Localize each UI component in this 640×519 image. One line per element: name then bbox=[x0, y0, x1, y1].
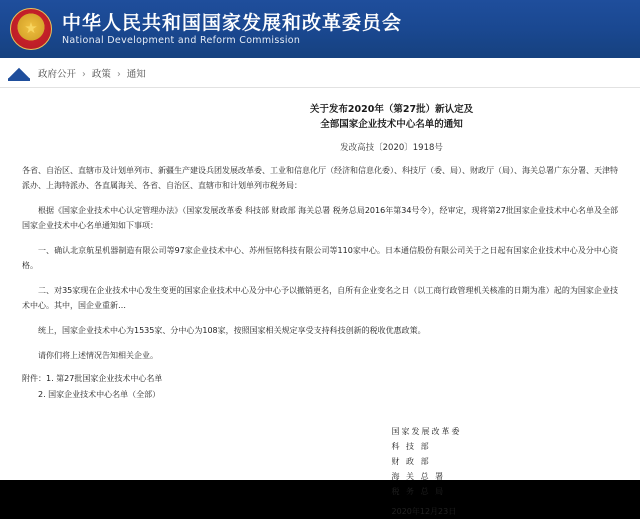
attachments-label: 附件： bbox=[22, 374, 46, 383]
breadcrumb-item-0[interactable]: 政府公开 bbox=[38, 68, 77, 80]
document-paragraph-1: 根据《国家企业技术中心认定管理办法》（国家发展改革委 科技部 财政部 海关总署 税务总局2016年第34号令），经审定，现将第27批国家企业技术中心名单及全部国家企业技术中心名单通知如下事项： bbox=[22, 206, 618, 230]
breadcrumb bbox=[38, 66, 146, 80]
attachment-list bbox=[22, 371, 618, 402]
document-paragraph-5: 请你们将上述情况告知相关企业。 bbox=[38, 351, 158, 360]
home-icon[interactable] bbox=[6, 63, 32, 83]
signature-block bbox=[22, 424, 618, 519]
signer-1: 科 技 部 bbox=[391, 442, 431, 451]
signature-date: 2020年12月23日 bbox=[391, 507, 457, 516]
document-number: 发改高技〔2020〕1918号 bbox=[340, 143, 443, 153]
document-title-line-1: 关于发布2020年（第27批）新认定及 bbox=[309, 104, 474, 115]
breadcrumb-item-1[interactable]: 政策 bbox=[91, 68, 111, 80]
attachment-item-2[interactable]: 2. 国家企业技术中心名单（全部） bbox=[38, 390, 161, 399]
document-recipients: 各省、自治区、直辖市及计划单列市、新疆生产建设兵团发展改革委、工业和信息化厅（经济和信息化委）、科技厅（委、局）、财政厅（局）、海关总署广东分署、天津特派办、上海特派办、各直属海关、各省、自治区、直辖市和计划单列市税务局： bbox=[22, 166, 618, 190]
breadcrumb-item-2[interactable]: 通知 bbox=[126, 68, 146, 80]
document-paragraph-4: 统上，国家企业技术中心为1535家、分中心为108家，按照国家相关规定享受支持科技创新的税收优惠政策。 bbox=[38, 326, 426, 335]
signer-2: 财 政 部 bbox=[391, 457, 431, 466]
breadcrumb-separator-1: › bbox=[116, 68, 121, 80]
site-title-block bbox=[62, 12, 402, 47]
signer-4: 税 务 总 局 bbox=[391, 487, 446, 496]
attachment-item-1 bbox=[22, 371, 618, 386]
breadcrumb-bar bbox=[0, 58, 640, 88]
site-title-en: National Development and Reform Commission bbox=[62, 34, 301, 46]
attachment-1-text[interactable]: 1. 第27批国家企业技术中心名单 bbox=[46, 374, 163, 383]
site-header bbox=[0, 0, 640, 58]
signer-3: 海 关 总 署 bbox=[391, 472, 446, 481]
site-title-cn: 中华人民共和国国家发展和改革委员会 bbox=[62, 11, 403, 34]
document-title-line-2: 全部国家企业技术中心名单的通知 bbox=[320, 119, 463, 130]
document-paragraph-2: 一、确认北京航星机器制造有限公司等97家企业技术中心、苏州恒铭科技有限公司等110家中心。日本通信股份有限公司关于之日起有国家企业技术中心及分中心资格。 bbox=[22, 246, 618, 270]
signer-0: 国家发展改革委 bbox=[391, 427, 462, 436]
document-body bbox=[0, 88, 640, 519]
national-emblem-icon bbox=[10, 8, 52, 50]
breadcrumb-separator-0: › bbox=[82, 68, 86, 80]
document-paragraph-3: 二、对35家现在企业技术中心发生变更的国家企业技术中心及分中心予以撤销更名，自所有企业变名之日（以工商行政管理机关核准的日期为准）起的为国家企业技术中心。其中，国企业重新… bbox=[22, 286, 618, 310]
